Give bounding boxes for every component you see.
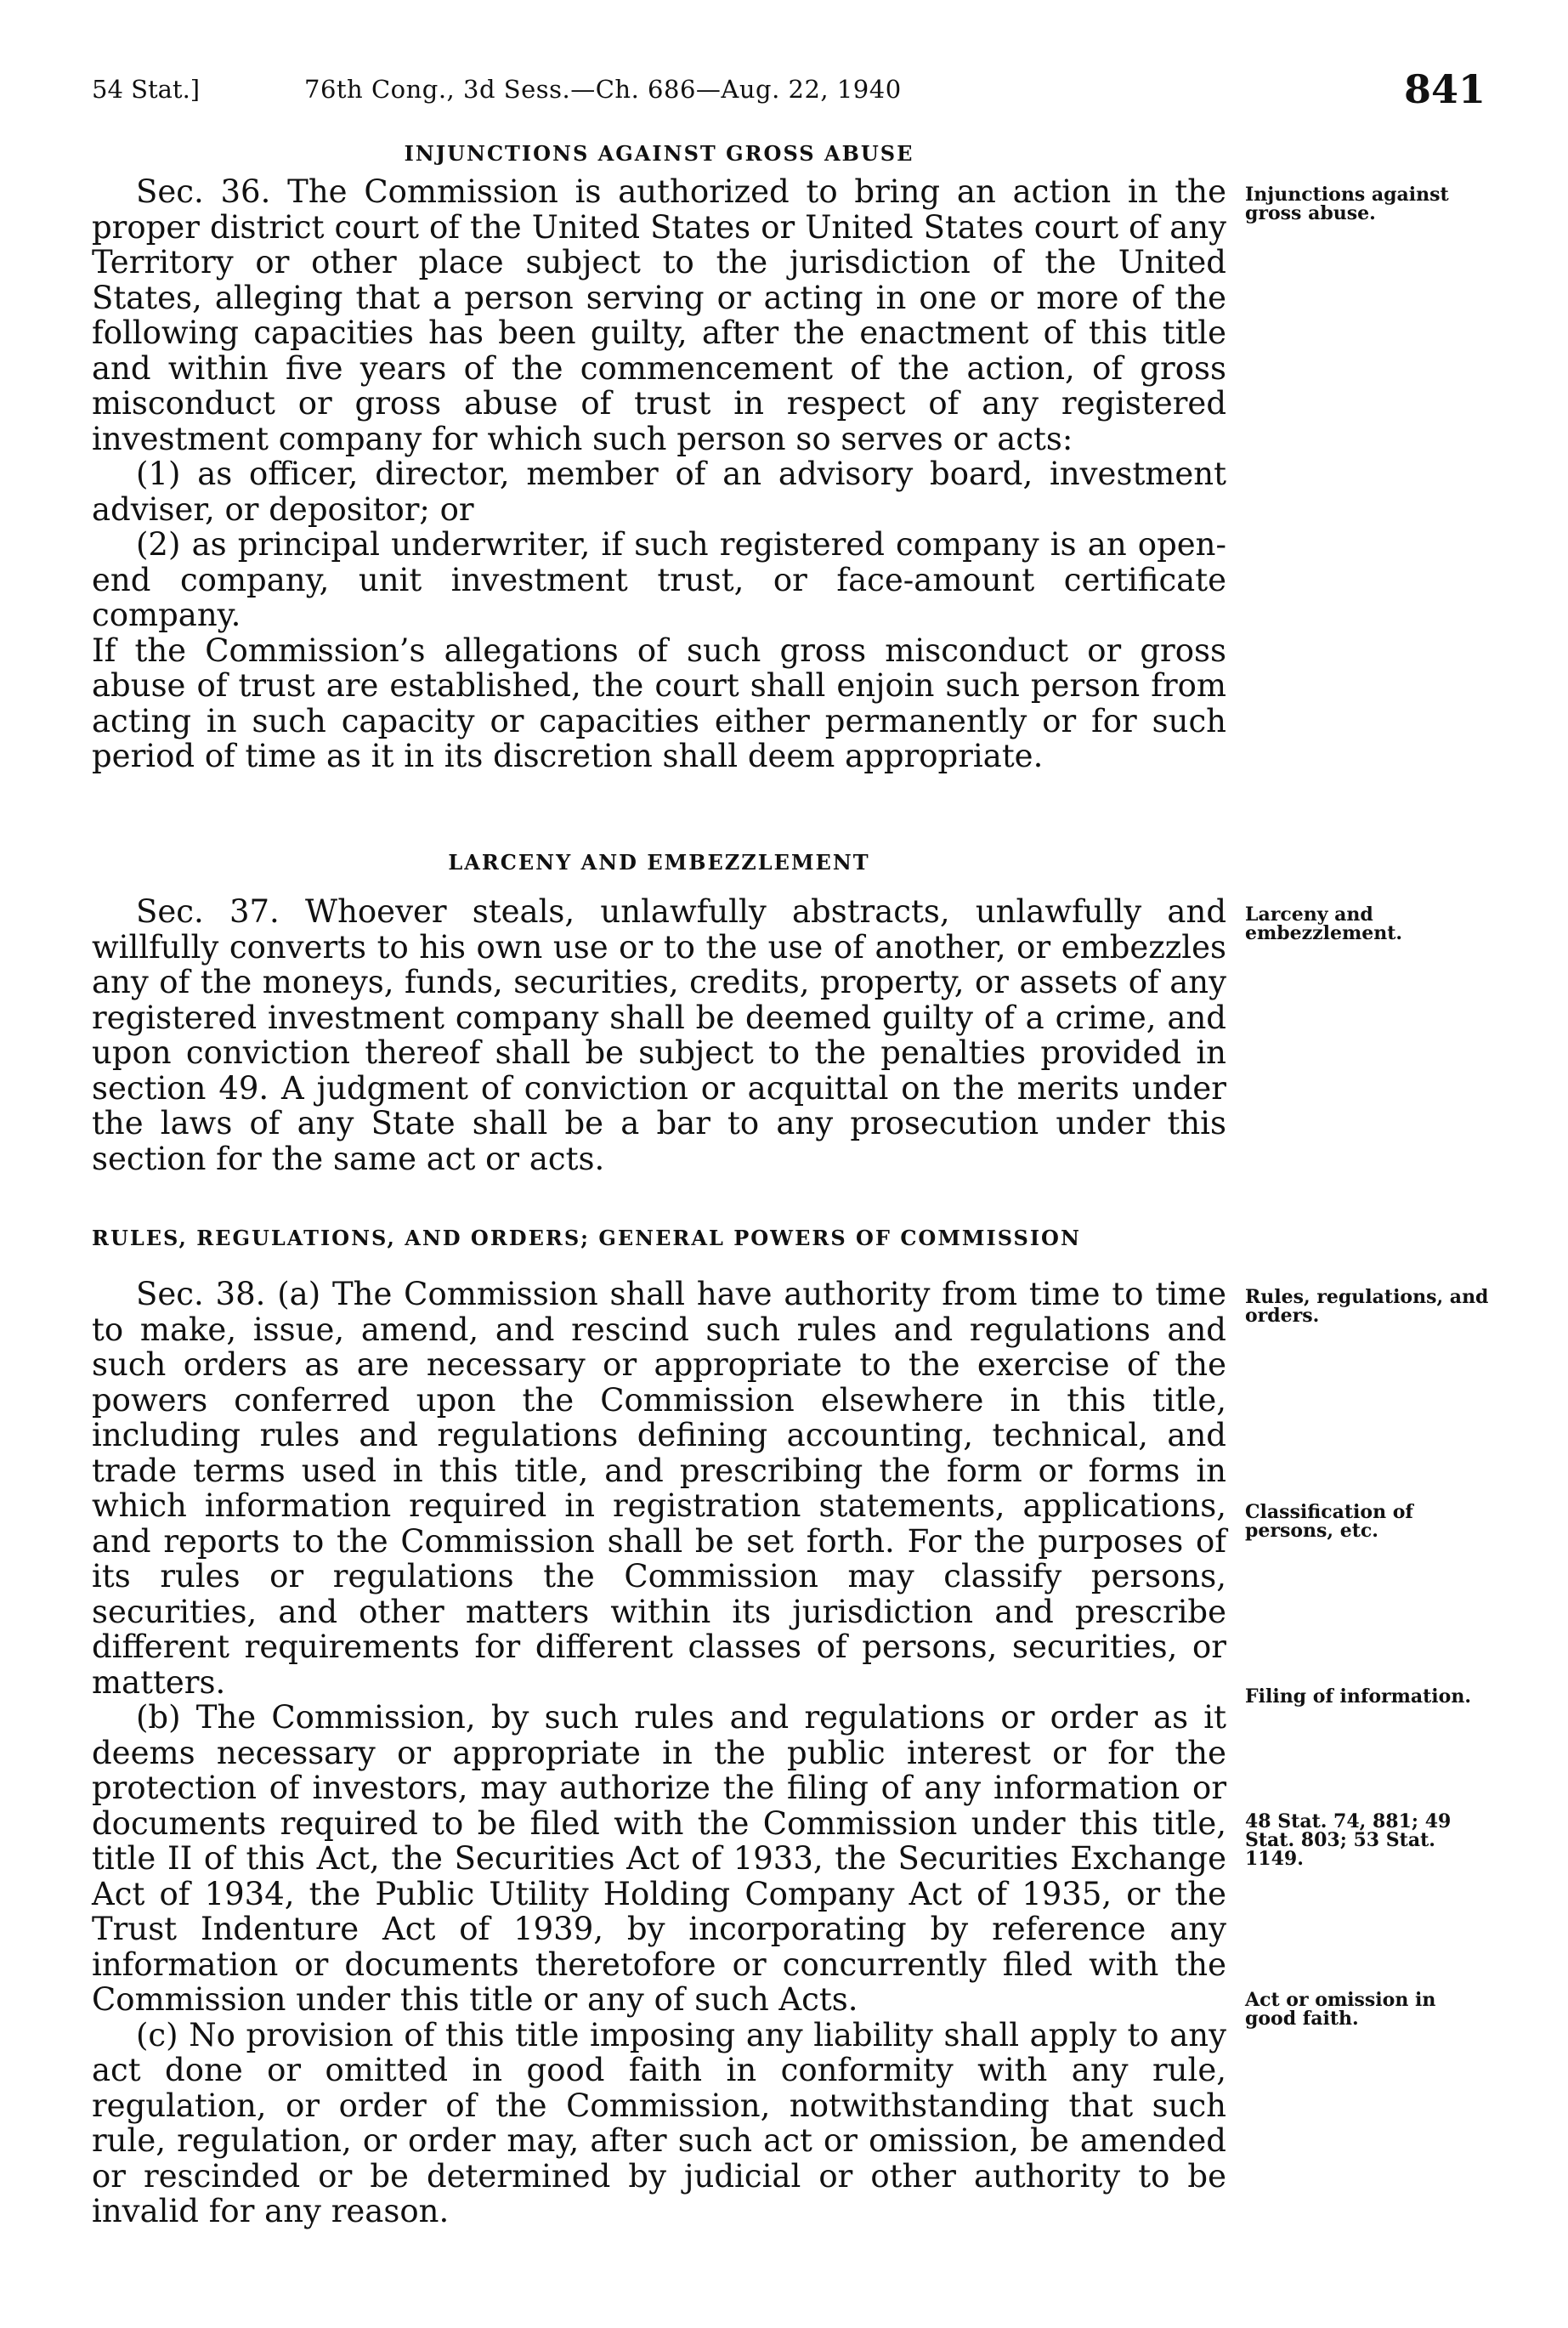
running-head [92,66,1486,117]
margin-note-classification: Classification of persons, etc. [1245,1501,1413,1542]
section-heading-larceny: LARCENY AND EMBEZZLEMENT [448,850,870,875]
volume-reference: 54 Stat.] [92,75,201,104]
page-number: 841 [1403,66,1486,112]
margin-note-larceny: Larceny and embezzlement. [1245,903,1403,944]
section-38-text [92,1277,1226,2229]
section-37-text [92,894,1226,1176]
section-38-subsection-c: (c) No provision of this title imposing any liability shall apply to any act done or omitted in good faith in conformity with any rule, regulation, or order of the Commission, notwithstanding that such rule, regulation, or order may, after such act or omission, be amended or rescinded or be determined by judicial or other authority to be invalid for any reason. [92,2016,1226,2229]
section-heading-rules: RULES, REGULATIONS, AND ORDERS; GENERAL POWERS OF COMMISSION [92,1226,1081,1250]
session-chapter-date: 76th Cong., 3d Sess.—Ch. 686—Aug. 22, 1940 [304,75,902,104]
section-36-para-intro: Sec. 36. The Commission is authorized to bring an action in the proper district court of the United States or United States court of any Territory or other place subject to the jurisdiction of the United States, alleging that a person serving or acting in one or more of the following capacities has been guilty, after the enactment of this title and within five years of the commencement of the action, of gross misconduct or gross abuse of trust in respect of any registered investment company for which such person so serves or acts: [92,173,1226,457]
section-37-para: Sec. 37. Whoever steals, unlawfully abstracts, unlawfully and willfully converts to his own use or to the use of another, or embezzles any of the moneys, funds, securities, credits, property, or assets of any registered investment company shall be deemed guilty of a crime, and upon conviction thereof shall be subject to the penalties provided in section 49. A judgment of conviction or acquittal on the merits under the laws of any State shall be a bar to any prosecution under this section for the same act or acts. [92,893,1226,1177]
margin-note-filing: Filing of information. [1245,1685,1471,1708]
section-36-item-2: (2) as principal underwriter, if such registered company is an open-end company, unit investment trust, or face-amount certificate company. [92,526,1226,633]
section-heading-injunctions: INJUNCTIONS AGAINST GROSS ABUSE [404,141,914,166]
margin-note-statute-citations: 48 Stat. 74, 881; 49 Stat. 803; 53 Stat. 1149. [1245,1810,1452,1870]
margin-note-injunctions: Injunctions against gross abuse. [1245,184,1449,224]
section-38-subsection-a: Sec. 38. (a) The Commission shall have authority from time to time to make, issue, amend, and rescind such rules and regulations and such orders as are necessary or appropriate to the exercise of the powers conferred upon the Commission elsewhere in this title, including rules and regulations defining accounting, technical, and trade terms used in this title, and prescribing the form or forms in which information required in registration statements, applications, and reports to the Commission shall be set forth. For the purposes of its rules or regulations the Commission may classify persons, securities, and other matters within its jurisdiction and prescribe different requirements for different classes of persons, securities, or matters. [92,1276,1226,1701]
margin-note-rules: Rules, regulations, and orders. [1245,1286,1489,1327]
section-36-text [92,174,1226,774]
section-36-item-1: (1) as officer, director, member of an advisory board, investment adviser, or depositor; or [92,456,1226,528]
margin-note-good-faith: Act or omission in good faith. [1245,1989,1436,2030]
section-38-subsection-b: (b) The Commission, by such rules and regulations or order as it deems necessary or appropriate in the public interest or for the protection of investors, may authorize the filing of any information or documents required to be filed with the Commission under this title, title II of this Act, the Securities Act of 1933, the Securities Exchange Act of 1934, the Public Utility Holding Company Act of 1935, or the Trust Indenture Act of 1939, by incorporating by reference any information or documents theretofore or concurrently filed with the Commission under this title or any of such Acts. [92,1699,1226,2018]
section-36-para-conclusion: If the Commission’s allegations of such gross misconduct or gross abuse of trust are established, the court shall enjoin such person from acting in such capacity or capacities either permanently or for such period of time as it in its discretion shall deem appropriate. [92,632,1226,774]
